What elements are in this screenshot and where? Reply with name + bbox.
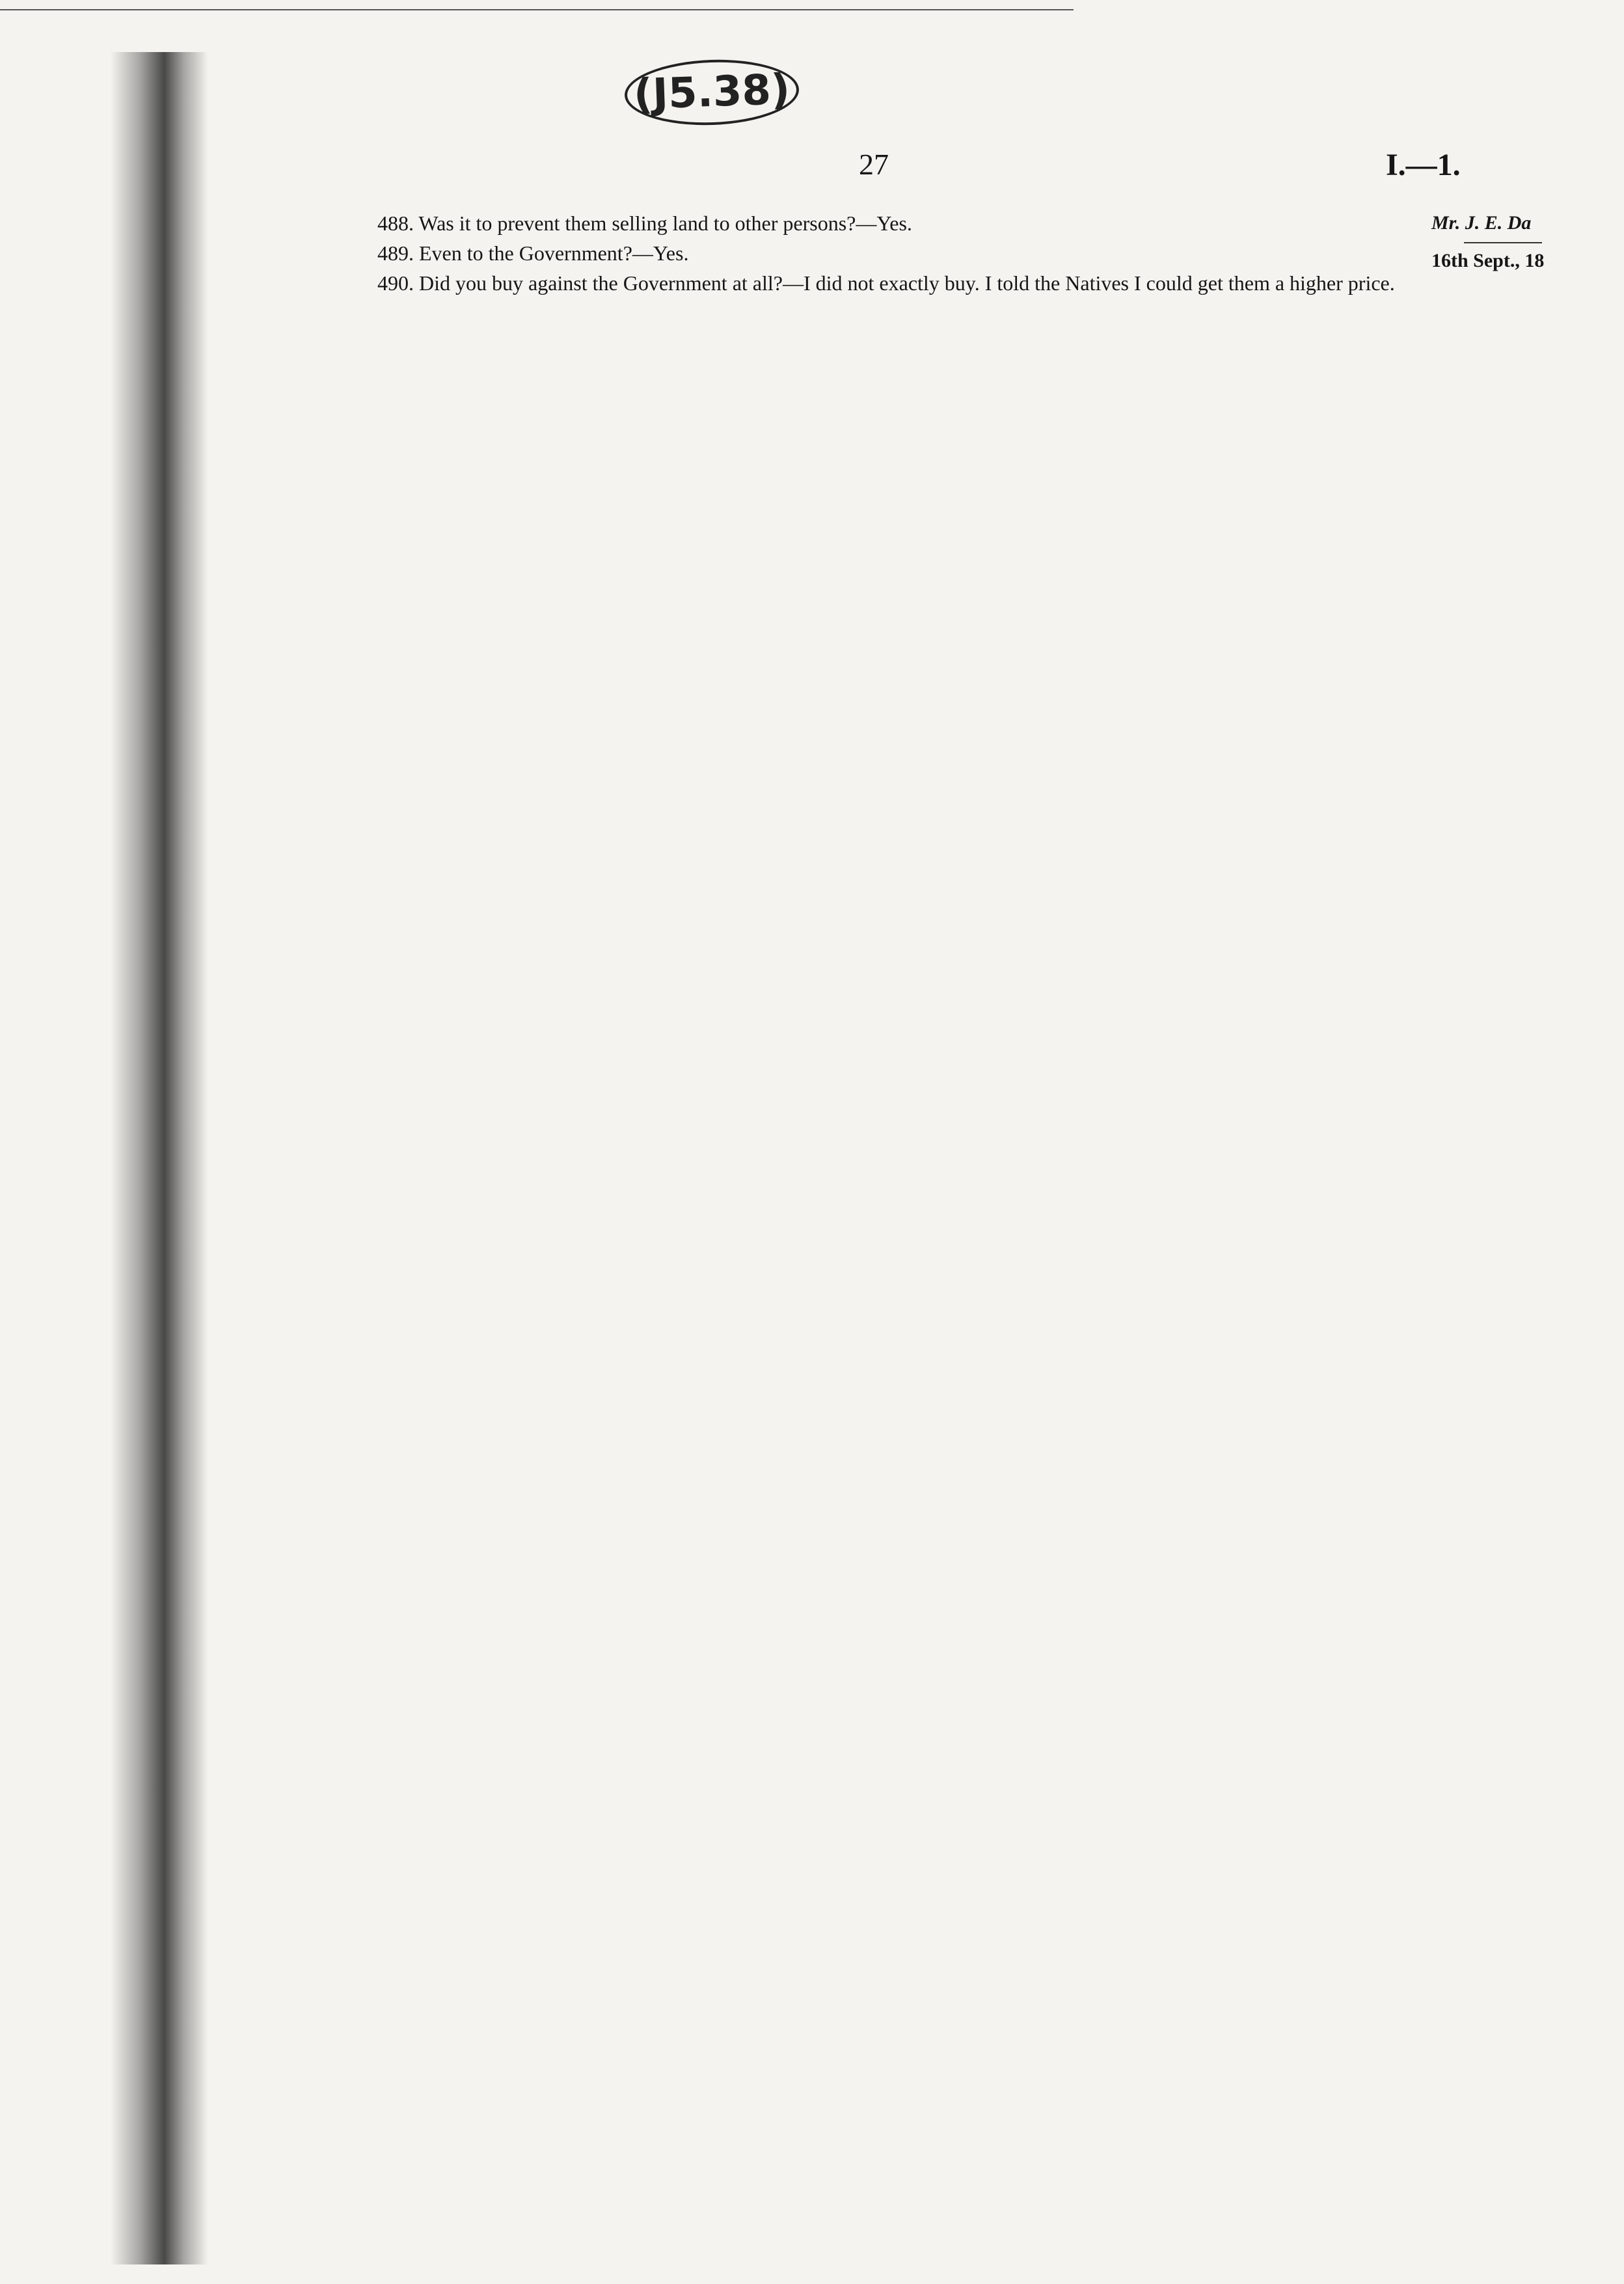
page-reference: I.—1. [1386, 148, 1461, 182]
scan-edge-shadow [111, 52, 208, 2264]
margin-note-name: Mr. J. E. Da [1431, 212, 1532, 234]
question-489: 489. Even to the Government?—Yes. [377, 241, 689, 265]
margin-note-rule [1464, 242, 1542, 243]
question-490: 490. Did you buy against the Government at all?—I did not exactly buy. I told the Natives I could get them a higher price. [377, 271, 1395, 295]
margin-note-date: 16th Sept., 18 [1431, 250, 1545, 271]
handwritten-mark: (J5.38) [623, 57, 800, 128]
question-488: 488. Was it to prevent them selling land to other persons?—Yes. [377, 211, 912, 235]
document-body [312, 211, 1418, 301]
page-number: 27 [859, 148, 889, 181]
top-rule [0, 9, 1074, 10]
